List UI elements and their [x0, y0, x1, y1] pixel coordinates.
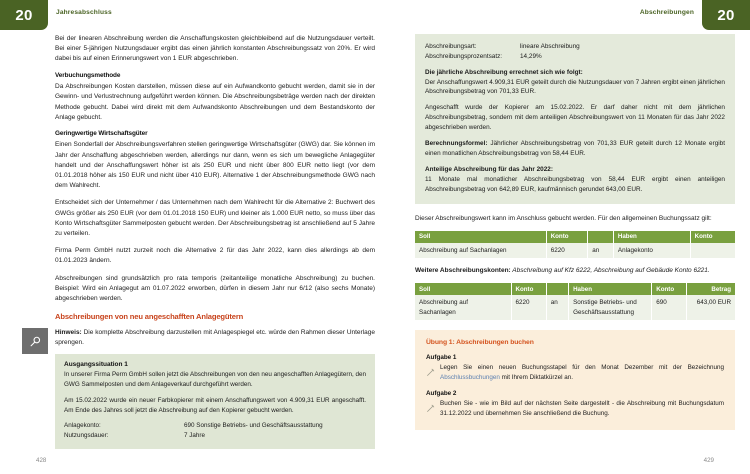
th-konto-soll: Konto: [546, 231, 588, 243]
nutzungsdauer-label: Nutzungsdauer:: [64, 431, 109, 439]
th-an: [588, 231, 614, 243]
prozentsatz-label: Abschreibungsprozentsatz:: [425, 52, 503, 60]
th2-haben: Haben: [569, 283, 652, 295]
chapter-tab-right: [702, 0, 750, 30]
formula-text: Jährlicher Abschreibungsbetrag von 701,33 EUR geteilt durch 12 Monate ergibt einen monatlichen Abschreibungsbetrag von 58,44 EUR.: [425, 140, 725, 157]
task-1: [426, 363, 724, 383]
task-1-text-after: mit Ihrem Diktatkürzel an.: [499, 373, 574, 381]
right-column: [415, 34, 735, 430]
calculation-text: Der Anschaffungswert 4.909,31 EUR geteilt durch die Nutzungsdauer von 7 Jahren ergibt einen jährlichen Abschreibungsbetrag von 701,33 EUR.: [425, 78, 725, 96]
formula-label: Berechnungsformel:: [425, 140, 488, 148]
situation-box-title: Ausgangssituation 1: [64, 360, 128, 368]
anlagekonto-label: Anlagekonto:: [64, 422, 101, 430]
intro-paragraph: Bei der linearen Abschreibung werden die Anschaffungskosten gleichbleibend auf die Nutzungsdauer verteilt. Bei einer 5-jährigen Nutzungsdauer ergibt das einen jährlich konstanten Abschreibungssatz von 20%. Er wird dabei bis auf einen Erinnerungswert von 1 EUR abgeschrieben.: [55, 35, 375, 63]
hint-body: Die komplette Abschreibung darzustellen mit Anlagespiegel etc. würde den Rahmen dieser Unterlage sprengen.: [55, 329, 375, 347]
cell-soll: Abschreibung auf Sachanlagen: [415, 243, 546, 258]
th-soll: Soll: [415, 231, 546, 243]
nutzungsdauer-value: 7 Jahre: [184, 431, 206, 439]
calculation-info-box: [415, 34, 735, 204]
folio-right: 429: [703, 457, 714, 464]
situation-paragraph-1: In unserer Firma Perm GmbH sollen jetzt die Abschreibungen von den neu angeschafften Anlagegütern, den GWG Sammelposten und dem Anlageverkauf durchgeführt werden.: [64, 371, 366, 388]
prozentsatz-value: 14,29%: [520, 52, 542, 60]
cell2-konto-soll: 6220: [511, 295, 546, 320]
heading-geringwertige-wirtschaftsgueter: Geringwertige Wirtschaftsgüter: [55, 129, 148, 137]
situation-paragraph-2: Am 15.02.2022 wurde ein neuer Farbkopierer mit einem Anschaffungswert von 4.909,31 EUR angeschafft. Am Ende des Jahres soll jetzt die Abschreibung auf den Kopierer gebucht werden.: [64, 396, 366, 414]
gwg-paragraph-3: Firma Perm GmbH nutzt zurzeit noch die Alternative 2 für das Jahr 2022, kann dies allerdings ab dem 01.01.2023 ändern.: [55, 247, 375, 265]
abschreibungsart-label: Abschreibungsart:: [425, 43, 477, 50]
table-row: [415, 295, 735, 320]
th2-konto-soll: Konto: [511, 283, 546, 295]
running-head-left: Jahresabschluss: [56, 9, 112, 16]
pencil-icon: [426, 363, 435, 383]
more-accounts-text: Abschreibung auf Kfz 6222, Abschreibung auf Gebäude Konto 6221.: [510, 267, 710, 275]
exercise-box: [415, 330, 735, 430]
cell2-konto-haben: 690: [652, 295, 687, 320]
th2-konto-haben: Konto: [652, 283, 687, 295]
task-2: [426, 399, 724, 419]
heading-verbuchungsmethode: Verbuchungsmethode: [55, 71, 121, 79]
cell-konto-soll: 6220: [546, 243, 588, 258]
th-konto-haben: Konto: [690, 231, 735, 243]
table-row: [415, 243, 735, 258]
gwg-paragraph-1: Einen Sonderfall der Abschreibungsverfahren stellen geringwertige Wirtschaftsgüter (GWG) dar. Sie können im Jahr der Anschaffung abgeschrieben werden, allerdings nur dann, wenn es sich um bewegliche Anlagegüter handelt und der Anschaffungswert höher ist als 250 EUR und nicht über 800 EUR netto liegt (vor dem 01.01.2018 höher als 150 EUR und nicht über 410 EUR). Alternative 1 der Abschreibungsmethode GWG nach dem Wahlrecht.: [55, 141, 375, 190]
gwg-paragraph-2: Entscheidet sich der Unternehmer / das Unternehmen nach dem Wahlrecht für die Alternative 2: Buchwert des GWGs größer als 250 EUR (vor dem 01.01.2018 150 EUR) und kleiner als 1.000 EUR netto, so muss über das Konto Wirtschaftsgüter Sammelposten gebucht werden. Der Abschreibungsbetrag ist anschließend auf 5 Jahre zu verteilen.: [55, 199, 375, 238]
th-haben: Haben: [613, 231, 690, 243]
cell2-haben: Sonstige Betriebs- und Geschäftsausstattung: [569, 295, 652, 320]
hint-text: [55, 328, 375, 348]
table-header-row: [415, 283, 735, 295]
task-1-link: Abschlussbuchungen: [440, 373, 500, 381]
formula-block: [425, 139, 725, 159]
cell-haben: Anlagekonto: [613, 243, 690, 258]
situation-box: [55, 354, 375, 449]
magnifier-icon: [22, 328, 48, 354]
cell-an: an: [588, 243, 614, 258]
hint-label: Hinweis:: [55, 329, 82, 337]
info-paragraph-2: Angeschafft wurde der Kopierer am 15.02.2022. Er darf daher nicht mit dem jährlichen Abschreibungsbetrag, sondern mit dem anteiligen Abschreibungswert von 11 Monaten für das Jahr 2022 abgeschrieben werden.: [425, 104, 725, 132]
left-column: [55, 34, 375, 449]
table-general-booking: [415, 231, 735, 258]
cell-konto-haben: [690, 243, 735, 258]
situation-row-anlagekonto: [64, 421, 366, 431]
exercise-title: Übung 1: Abschreibungen buchen: [426, 338, 534, 346]
info-row-prozentsatz: [425, 52, 725, 62]
pencil-icon: [426, 399, 435, 419]
section-heading-abschreibungen-neu: Abschreibungen von neu angeschafften Anlagegütern: [55, 312, 244, 322]
situation-row-nutzungsdauer: [64, 431, 366, 441]
verbuchungsmethode-paragraph: Da Abschreibungen Kosten darstellen, müssen diese auf ein Aufwandkonto gebucht werden, damit sie in der Gewinn- und Verlustrechnung aufgeführt werden können. Die Abschreibungsbeträge werden nach der direkten Methode gebucht. Dabei wird direkt mit dem Aufwandskonto Abschreibungen und dem Bestandskonto der Anlage gebucht.: [55, 83, 375, 121]
proportional-title: Anteilige Abschreibung für das Jahr 2022:: [425, 165, 553, 173]
hint-block: [55, 328, 375, 448]
anlagekonto-value: 690 Sonstige Betriebs- und Geschäftsausstattung: [184, 422, 323, 430]
th2-betrag: Betrag: [687, 283, 735, 295]
chapter-number-left: 20: [15, 6, 33, 24]
chapter-number-right: 20: [717, 6, 735, 24]
calculation-block: [425, 68, 725, 98]
more-accounts-paragraph: [415, 266, 735, 276]
task-2-heading: Aufgabe 2: [426, 390, 457, 398]
more-accounts-label: Weitere Abschreibungskonten:: [415, 267, 511, 275]
task-1-heading: Aufgabe 1: [426, 353, 457, 361]
table-header-row: [415, 231, 735, 243]
task-1-text: [440, 363, 724, 383]
cell2-betrag: 643,00 EUR: [687, 295, 735, 320]
th2-soll: Soll: [415, 283, 511, 295]
task-1-text-before: Legen Sie einen neuen Buchungsstapel für den Monat Dezember mit der Bezeichnung: [440, 363, 724, 371]
task-2-text: Buchen Sie - wie im Bild auf der nächsten Seite dargestellt - die Abschreibung mit Buchungsdatum 31.12.2022 und übernehmen Sie anschließend die Buchung.: [440, 400, 724, 418]
cell2-an: an: [546, 295, 568, 320]
table-concrete-booking: [415, 283, 735, 320]
lead-paragraph: Dieser Abschreibungswert kann im Anschluss gebucht werden. Für den allgemeinen Buchungssatz gilt:: [415, 214, 712, 222]
th2-an: [546, 283, 568, 295]
calculation-title: Die jährliche Abschreibung errechnet sich wie folgt:: [425, 68, 583, 76]
running-head-right: Abschreibungen: [639, 9, 694, 16]
info-row-abschreibungsart: [425, 42, 725, 52]
cell2-soll: Abschreibung auf Sachanlagen: [415, 295, 511, 320]
chapter-tab-left: [0, 0, 48, 30]
proportional-block: [425, 165, 725, 195]
abschreibungsart-value: lineare Abschreibung: [520, 43, 580, 50]
gwg-paragraph-4: Abschreibungen sind grundsätzlich pro rata temporis (zeitanteilige monatliche Abschreibung) zu buchen. Beispiel: Wird ein Anlagegut am 01.07.2022 erworben, dürfen in diesem Jahr nur 6/12 (also sechs Monate) abgeschrieben werden.: [55, 274, 375, 303]
folio-left: 428: [36, 457, 47, 464]
proportional-text: 11 Monate mal monatlicher Abschreibungsbetrag von 58,44 EUR ergibt einen anteiligen Abschreibungsbetrag von 642,89 EUR, kaufmännisch gerundet 643,00 EUR.: [425, 175, 725, 193]
